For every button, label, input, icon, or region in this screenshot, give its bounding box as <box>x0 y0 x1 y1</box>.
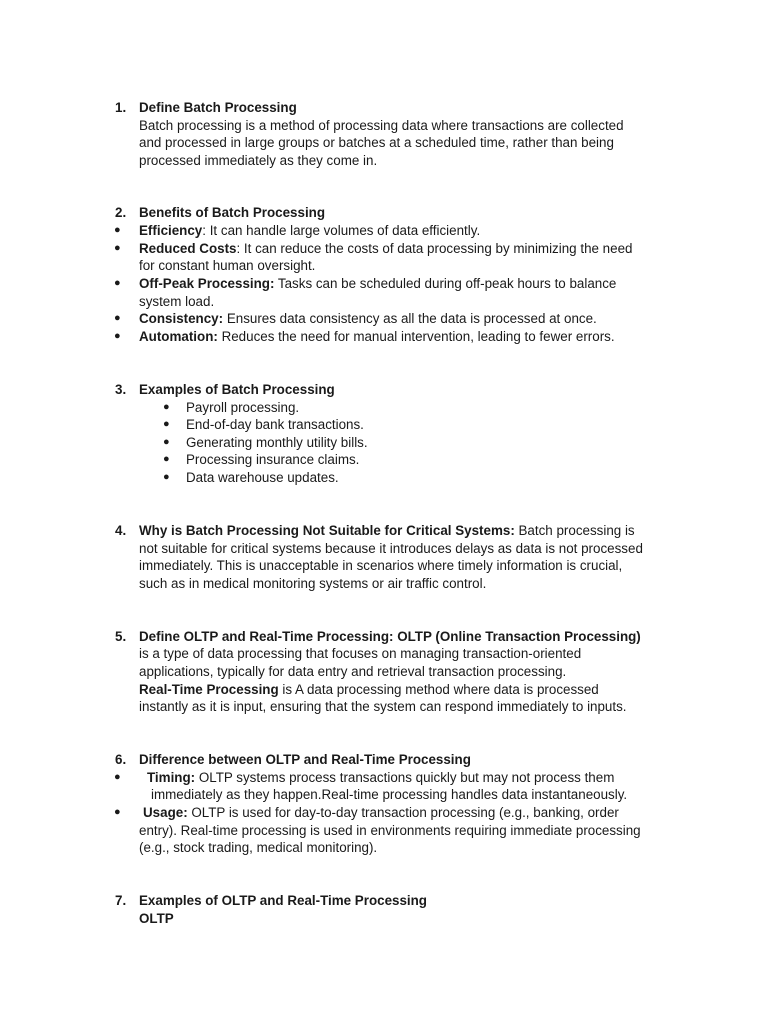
section-number: 7. <box>115 893 127 908</box>
item-term: Timing: <box>147 770 196 785</box>
item-term: Off-Peak Processing: <box>139 276 275 291</box>
section-number: 5. <box>115 629 127 644</box>
item-continuation: immediately as they happen.Real-time processing handles data instantaneously. <box>151 787 628 802</box>
example-text: Processing insurance claims. <box>186 452 360 467</box>
bullet-icon: ● <box>163 453 170 465</box>
section-number: 2. <box>115 205 127 220</box>
item-text: Reduces the need for manual intervention, leading to fewer errors. <box>217 329 615 344</box>
paragraph-line: Batch processing is <box>514 523 635 538</box>
example-text: End-of-day bank transactions. <box>186 417 364 432</box>
bullet-icon: ● <box>114 242 121 254</box>
example-text: Generating monthly utility bills. <box>186 435 368 450</box>
item-continuation: (e.g., stock trading, medical monitoring). <box>139 840 378 855</box>
section-title: Difference between OLTP and Real-Time Processing <box>139 752 471 767</box>
bullet-icon: ● <box>163 418 170 430</box>
item-term: Efficiency <box>139 223 203 238</box>
item-term: Automation: <box>139 329 218 344</box>
paragraph-line: and processed in large groups or batches at a scheduled time, rather than being <box>139 135 614 150</box>
section-title: Define Batch Processing <box>139 100 297 115</box>
example-text: Payroll processing. <box>186 400 300 415</box>
item-text: OLTP systems process transactions quickly but may not process them <box>195 770 615 785</box>
term: Real-Time Processing <box>139 682 279 697</box>
bullet-icon: ● <box>114 806 121 818</box>
section-title: Examples of OLTP and Real-Time Processing <box>139 893 427 908</box>
bullet-icon: ● <box>114 224 121 236</box>
item-term: Consistency: <box>139 311 224 326</box>
paragraph-line: Batch processing is a method of processing data where transactions are collected <box>139 118 624 133</box>
item-text: OLTP is used for day-to-day transaction processing (e.g., banking, order <box>187 805 619 820</box>
section-title: Define OLTP and Real-Time Processing: OLTP (Online Transaction Processing) <box>139 629 641 644</box>
item-continuation: for constant human oversight. <box>139 258 316 273</box>
item-term: Reduced Costs <box>139 241 237 256</box>
item-continuation: entry). Real-time processing is used in environments requiring immediate processing <box>139 823 641 838</box>
item-term: Usage: <box>143 805 188 820</box>
section-title: Why is Batch Processing Not Suitable for Critical Systems: <box>139 523 515 538</box>
item-continuation: system load. <box>139 294 215 309</box>
paragraph-line: processed immediately as they come in. <box>139 153 378 168</box>
item-text: : It can handle large volumes of data efficiently. <box>202 223 481 238</box>
subheading: OLTP <box>139 911 174 926</box>
bullet-icon: ● <box>114 771 121 783</box>
section-number: 4. <box>115 523 127 538</box>
section-number: 3. <box>115 382 127 397</box>
bullet-icon: ● <box>114 277 121 289</box>
paragraph-line: such as in medical monitoring systems or air traffic control. <box>139 576 487 591</box>
paragraph-line: immediately. This is unacceptable in scenarios where timely information is crucial, <box>139 558 623 573</box>
bullet-icon: ● <box>114 330 121 342</box>
paragraph-line: is A data processing method where data is processed <box>278 682 599 697</box>
example-text: Data warehouse updates. <box>186 470 339 485</box>
section-number: 6. <box>115 752 127 767</box>
paragraph-line: not suitable for critical systems because it introduces delays as data is not processed <box>139 541 643 556</box>
bullet-icon: ● <box>163 436 170 448</box>
paragraph-line: applications, typically for data entry and retrieval transaction processing. <box>139 664 567 679</box>
paragraph-line: is a type of data processing that focuses on managing transaction-oriented <box>139 646 582 661</box>
bullet-icon: ● <box>163 401 170 413</box>
section-title: Benefits of Batch Processing <box>139 205 326 220</box>
item-text: Tasks can be scheduled during off-peak hours to balance <box>274 276 617 291</box>
bullet-icon: ● <box>114 312 121 324</box>
section-title: Examples of Batch Processing <box>139 382 335 397</box>
section-number: 1. <box>115 100 127 115</box>
paragraph-line: instantly as it is input, ensuring that the system can respond immediately to inputs. <box>139 699 627 714</box>
item-text: Ensures data consistency as all the data is processed at once. <box>223 311 597 326</box>
item-text: : It can reduce the costs of data processing by minimizing the need <box>236 241 633 256</box>
bullet-icon: ● <box>163 471 170 483</box>
